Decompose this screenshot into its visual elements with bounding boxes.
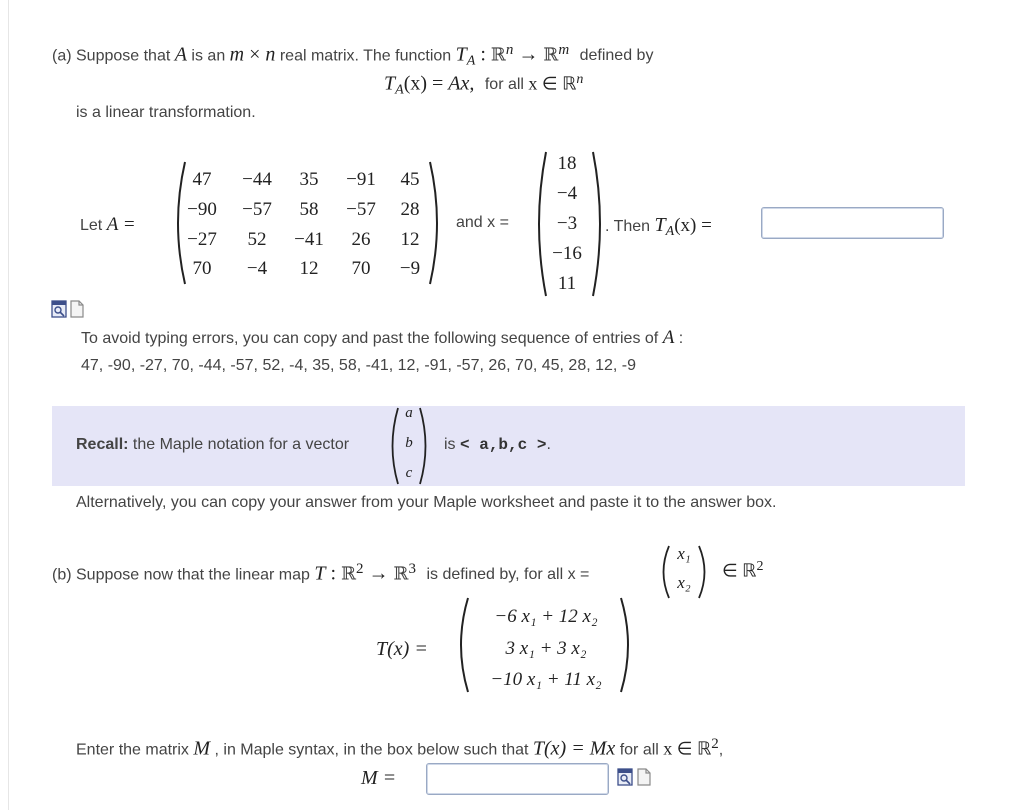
matrix-cell: 12	[400, 229, 420, 250]
matrix-cell: 26	[351, 229, 371, 250]
matrix-cell: −90	[187, 199, 217, 220]
enter-x-in: x ∈ ℝ	[663, 738, 712, 759]
matrix-cell: 45	[400, 169, 420, 190]
part-a-prefix: (a) Suppose that	[52, 47, 175, 65]
matrix-cell: −4	[246, 258, 268, 279]
in-r2-exponent: 2	[756, 559, 764, 574]
matrix-cell: 70	[351, 258, 371, 279]
matrix-cell: −27	[187, 229, 217, 250]
x1-entry: x₁	[677, 544, 691, 563]
enter-m: M	[193, 737, 211, 760]
matrix-cell: 28	[400, 199, 420, 220]
x2-entry: x₂	[677, 573, 691, 592]
arrow-symbol: →	[513, 43, 544, 66]
codomain-exponent: m	[558, 42, 570, 58]
matrix-cell: 58	[299, 199, 319, 220]
let-text: Let	[80, 217, 103, 234]
alternatively-text: Alternatively, you can copy your answer from your Maple worksheet and paste it to the answer box.	[76, 494, 777, 511]
recall-right-paren	[417, 406, 433, 486]
colon-symbol: :	[475, 43, 491, 66]
x-in-rn: x ∈ ℝ	[528, 73, 577, 94]
recall-body: the Maple notation for a vector	[128, 436, 350, 453]
part-b-defined-by: is defined by, for all x =	[426, 566, 590, 584]
eq-t-subscript: A	[395, 82, 404, 98]
preview-icon[interactable]	[617, 768, 633, 786]
matrix-cell: 12	[299, 258, 319, 279]
codomain-symbol: ℝ	[543, 44, 559, 66]
definition-equation	[384, 72, 583, 99]
copy-hint	[81, 327, 683, 349]
in-r2-text: ∈ ℝ	[722, 560, 757, 581]
x-in-rn-exponent: n	[576, 72, 584, 87]
enter-exponent: 2	[711, 736, 719, 752]
is-an-text: is an	[186, 47, 230, 65]
vector-entry: −16	[552, 243, 582, 264]
vector-entry: 11	[557, 273, 577, 294]
part-b-codomain-exponent: 3	[408, 561, 416, 577]
domain-exponent: n	[505, 42, 514, 58]
matrix-cell: 70	[192, 258, 212, 279]
linear-transformation-text: is a linear transformation.	[76, 104, 256, 121]
matrix-cell: −9	[399, 258, 421, 279]
recall-vec-b: b	[405, 435, 413, 451]
m-equals-label: M =	[361, 767, 397, 789]
eq-argument: (x) =	[403, 72, 449, 95]
t-vec-right-paren	[617, 596, 637, 694]
vector-entry: −4	[556, 183, 578, 204]
question-page	[8, 0, 1024, 810]
recall-vec-a: a	[405, 405, 413, 421]
vector-entry: 18	[557, 153, 577, 174]
a-equals: A =	[106, 214, 136, 235]
recall-period: .	[546, 436, 551, 453]
matrix-right-paren	[426, 160, 446, 286]
var-a: A	[174, 43, 187, 66]
eq-t: T	[384, 72, 396, 95]
map-t: T	[314, 562, 326, 585]
matrix-cell: 52	[247, 229, 267, 250]
t-row: −10 x₁ + 11 x₂	[490, 669, 602, 690]
times-symbol: ×	[244, 43, 266, 66]
then-label	[605, 214, 712, 240]
recall-text	[76, 436, 349, 454]
matrix-cell: −41	[294, 229, 324, 250]
then-text: . Then	[605, 218, 651, 235]
in-r2	[722, 559, 763, 581]
t-of-x-label: T(x) =	[376, 638, 428, 660]
vector-entry: −3	[556, 213, 578, 234]
recall-is: is	[444, 436, 456, 453]
enter-for-all: for all	[615, 741, 664, 759]
matrix-cell: −57	[346, 199, 376, 220]
recall-syntax	[444, 436, 551, 454]
enter-matrix-instruction	[76, 736, 723, 760]
function-t-subscript: A	[466, 53, 476, 69]
t-row: 3 x₁ + 3 x₂	[505, 638, 587, 659]
matrix-cell: −91	[346, 169, 376, 190]
then-t: T	[654, 214, 666, 236]
then-argument: (x) =	[674, 215, 712, 236]
part-b-arrow: →	[363, 562, 394, 585]
for-all-text: for all	[484, 76, 529, 94]
part-b-colon: :	[325, 562, 342, 585]
matrix-cell: 35	[299, 169, 319, 190]
part-b-statement	[52, 561, 589, 585]
answer-input-a[interactable]	[761, 207, 944, 239]
preview-icon[interactable]	[51, 300, 67, 318]
eq-rhs: Ax,	[448, 72, 475, 95]
part-b-codomain: ℝ	[393, 563, 409, 585]
t-row: −6 x₁ + 12 x₂	[494, 606, 598, 627]
var-m: m	[229, 43, 245, 66]
document-icon[interactable]	[69, 300, 85, 318]
maple-vector-syntax: < a,b,c >	[460, 436, 547, 454]
part-a-statement	[52, 42, 653, 70]
enter-equation: T(x) = Mx	[532, 737, 616, 760]
var-n: n	[265, 43, 276, 66]
enter-text: Enter the matrix	[76, 741, 194, 759]
then-t-subscript: A	[665, 224, 675, 240]
copy-hint-text: To avoid typing errors, you can copy and past the following sequence of entries of	[81, 330, 663, 347]
part-b-domain: ℝ	[341, 563, 357, 585]
matrix-cell: −44	[242, 169, 272, 190]
x-vec-right-paren	[696, 544, 712, 600]
document-icon[interactable]	[636, 768, 652, 786]
part-b-domain-exponent: 2	[356, 561, 364, 577]
enter-comma: ,	[718, 741, 724, 759]
matrix-cell: −57	[242, 199, 272, 220]
copy-hint-a: A	[662, 327, 675, 348]
matrix-cell: 47	[192, 169, 212, 190]
t-vec-left-paren	[452, 596, 472, 694]
answer-input-b[interactable]	[426, 763, 609, 795]
defined-by-text: defined by	[579, 47, 654, 65]
copy-hint-colon: :	[674, 330, 684, 347]
part-b-prefix: (b) Suppose now that the linear map	[52, 566, 315, 584]
recall-vec-c: c	[405, 465, 413, 481]
matrix-entry-sequence: 47, -90, -27, 70, -44, -57, 52, -4, 35, 58, -41, 12, -91, -57, 26, 70, 45, 28, 12, -9	[81, 357, 637, 374]
recall-label: Recall:	[76, 436, 129, 453]
let-a-label	[80, 214, 136, 236]
enter-rest: , in Maple syntax, in the box below such that	[210, 741, 533, 759]
and-x-label: and x =	[456, 214, 509, 231]
function-t: T	[455, 43, 467, 66]
real-matrix-text: real matrix. The function	[275, 47, 456, 65]
domain-symbol: ℝ	[490, 44, 506, 66]
